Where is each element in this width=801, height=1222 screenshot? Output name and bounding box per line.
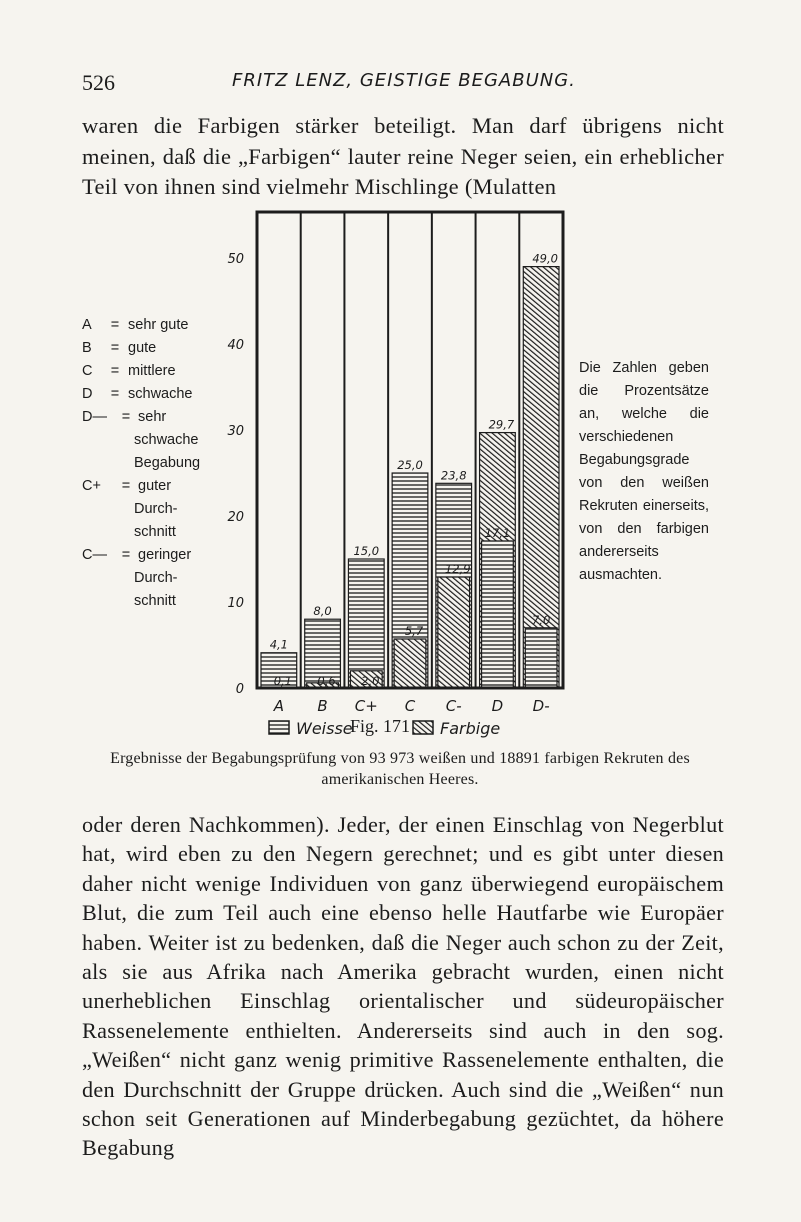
farbige-value-label: 2,0: [361, 674, 380, 688]
legend-continuation: schnitt: [134, 524, 176, 540]
y-tick-label: 50: [227, 252, 244, 267]
farbige-value-label: 49,0: [532, 251, 558, 266]
legend-description: guter: [138, 478, 172, 494]
category-label: C: [404, 697, 416, 715]
legend-key: C—: [82, 547, 107, 563]
category-label: C+: [354, 697, 378, 715]
farbige-bar: [438, 577, 470, 688]
weisse-value-label: 4,1: [269, 637, 289, 652]
legend-description: sehr gute: [128, 317, 189, 333]
farbige-value-label: 0,6: [317, 674, 336, 688]
legend-key: A: [82, 317, 92, 333]
y-tick-label: 20: [227, 510, 244, 525]
y-tick-label: 10: [227, 596, 244, 611]
legend-key: B: [82, 340, 92, 356]
category-label: B: [317, 697, 328, 715]
farbige-value-label: 0,1: [273, 674, 293, 688]
farbige-swatch: [413, 721, 433, 734]
legend-continuation: Durch-: [134, 570, 178, 586]
weisse-value-label: 7,0: [531, 612, 551, 627]
category-label: D-: [532, 697, 550, 715]
legend-equals: =: [110, 386, 120, 402]
legend-continuation: Durch-: [134, 501, 178, 517]
legend-description: schwache: [128, 386, 193, 402]
category-label: D: [491, 697, 504, 715]
legend-description: geringer: [138, 547, 192, 563]
legend-equals: =: [110, 363, 120, 379]
legend-equals: =: [121, 547, 131, 563]
paragraph-intro: waren die Farbigen stärker beteiligt. Man darf übrigens nicht meinen, daß die „Farbigen“ lauter reine Neger seien, ein erheblicher Teil von ihnen sind vielmehr Mischlinge (Mulatten: [82, 113, 724, 199]
legend-key: C+: [82, 478, 101, 494]
running-title: FRITZ LENZ, GEISTIGE BEGABUNG.: [232, 70, 576, 91]
y-tick-label: 0: [235, 682, 244, 697]
farbige-value-label: 29,7: [488, 417, 515, 432]
farbige-value-label: 5,7: [404, 623, 424, 638]
legend-continuation: Begabung: [134, 455, 201, 471]
category-label: A: [273, 697, 284, 715]
weisse-bar: [482, 541, 514, 688]
legend-equals: =: [121, 409, 131, 425]
legend-continuation: schnitt: [134, 593, 176, 609]
weisse-value-label: 15,0: [353, 544, 380, 558]
figure-number: Fig. 171: [350, 716, 411, 736]
page-number: 526: [82, 70, 115, 95]
weisse-swatch: [269, 721, 289, 734]
category-label: C-: [445, 697, 462, 715]
weisse-legend-label: Weisse: [296, 719, 353, 738]
y-tick-label: 40: [227, 338, 244, 353]
chart-note: Die Zahlen geben die Prozentsätze an, welche die verschiedenen Begabungsgrade von den weißen Rekruten einerseits, von den farbigen andererseits ausmachten.: [579, 360, 709, 583]
legend-equals: =: [121, 478, 131, 494]
legend-key: D—: [82, 409, 107, 425]
legend-equals: =: [110, 340, 120, 356]
legend-continuation: schwache: [134, 432, 199, 448]
weisse-value-label: 23,8: [440, 468, 467, 483]
farbige-bar: [394, 639, 426, 688]
weisse-bar: [525, 628, 557, 688]
legend-description: gute: [128, 340, 157, 356]
weisse-value-label: 8,0: [313, 604, 332, 619]
farbige-legend-label: Farbige: [440, 719, 501, 738]
legend-equals: =: [110, 317, 120, 333]
legend-description: mittlere: [128, 363, 176, 379]
figure-caption: Ergebnisse der Begabungsprüfung von 93 973 weißen und 18891 farbigen Rekruten des amerikanischen Heeres.: [110, 750, 690, 788]
weisse-value-label: 17,1: [484, 525, 511, 540]
weisse-value-label: 25,0: [397, 458, 423, 472]
farbige-value-label: 12,9: [444, 562, 471, 577]
legend-key: C: [82, 363, 93, 379]
paragraph-continuation: oder deren Nachkommen). Jeder, der einen Einschlag von Negerblut hat, wird eben zu den Negern gerechnet; und es gibt unter diesen daher nicht wenige Individuen von ganz überwiegend europäischem Blut, die zum Teil auch eine ebenso helle Hautfarbe wie Europäer haben. Weiter ist zu bedenken, daß die Neger auch schon zu der Zeit, als sie aus Afrika nach Amerika gebracht wurden, einen nicht unerheblichen Einschlag orientalischer und südeuropäischer Rassenelemente enthielten. Andererseits sind auch in den sog. „Weißen“ nicht ganz wenig primitive Rassenelemente enthalten, die den Durchschnitt der Gruppe drücken. Auch sind die „Weißen“ nun schon seit Generationen auf Minderbegabung gezüchtet, da höhere Begabung: [82, 812, 724, 1161]
legend-key: D: [82, 386, 93, 402]
y-tick-label: 30: [227, 424, 244, 439]
legend-description: sehr: [138, 409, 167, 425]
weisse-bar: [348, 559, 384, 688]
